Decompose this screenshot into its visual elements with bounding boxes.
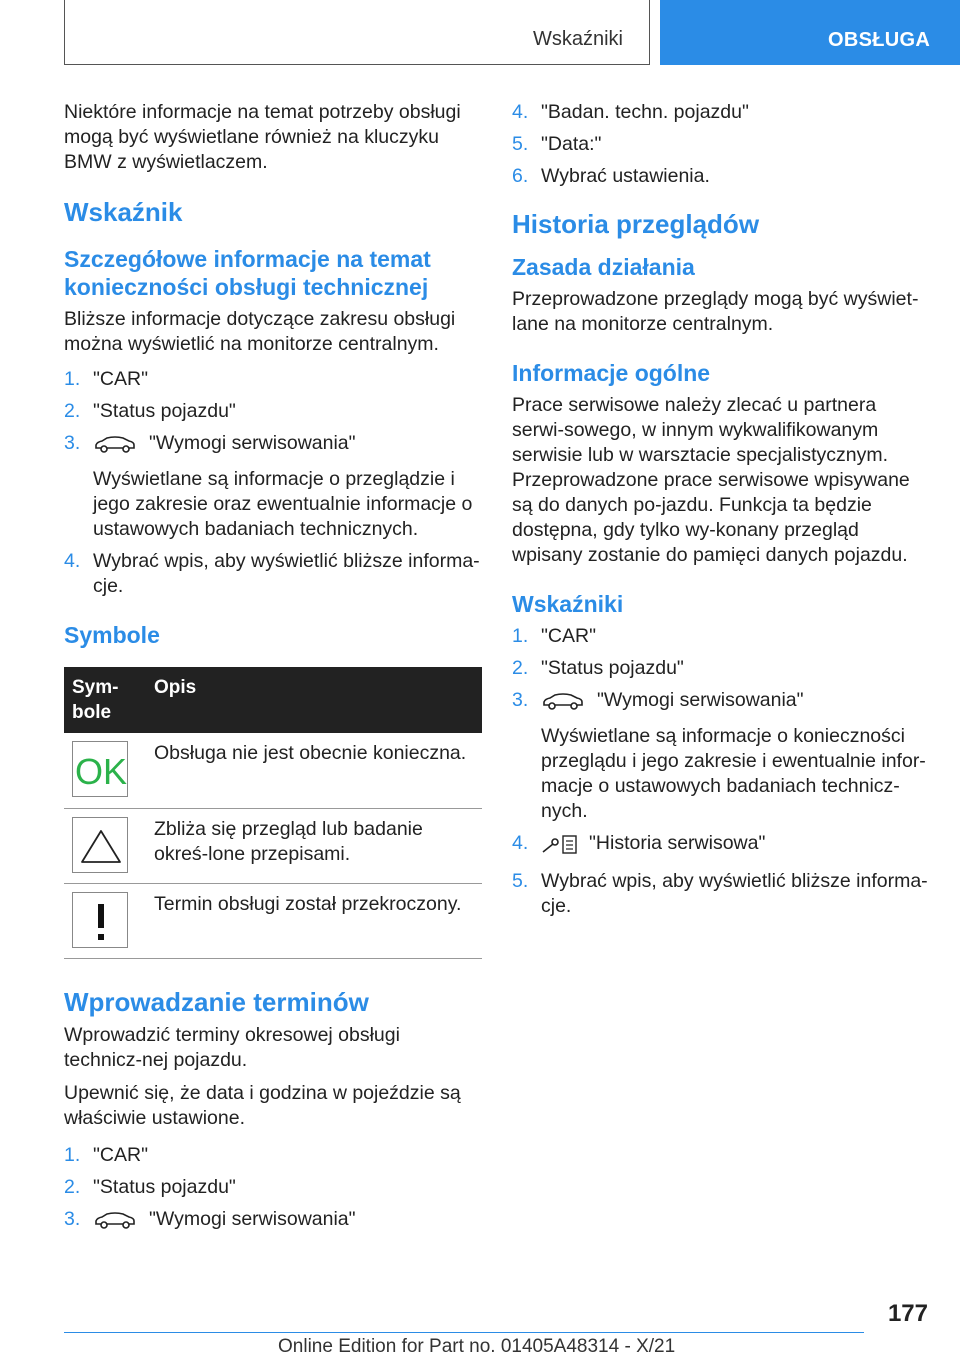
- right-column: [512, 100, 928, 926]
- heading-wprowadzanie: Wprowadzanie terminów: [64, 986, 369, 1017]
- steps-list-3: [512, 624, 928, 919]
- step-subtext: Wyświetlane są informacje o przeglądzie i jego zakresie oraz ewentualnie informacje o ustawowych badaniach technicznych.: [93, 468, 473, 540]
- table-row: [64, 883, 482, 958]
- paragraph-informacje: Prace serwisowe należy zlecać u partnera serwi-sowego, w innym wykwalifikowanym serwisie lub w warsztacie specjalistycznym. Przeprowadzone prace serwisowe wpisywane są do danych po-jazdu. Funkcja ta będzie dostępna, gdy tylko wy-konany przegląd wpisany zostanie do pamięci danych pojazdu.: [512, 394, 910, 566]
- table-cell-description: Termin obsługi został przekroczony.: [146, 883, 482, 958]
- header-chapter-title: OBSŁUGA: [828, 29, 931, 51]
- list-item: [64, 1143, 482, 1168]
- steps-list-1: [64, 367, 482, 599]
- step-text: Wybrać ustawienia.: [541, 165, 710, 187]
- paragraph-upewnic: Upewnić się, że data i godzina w pojeździe są właściwie ustawione.: [64, 1081, 461, 1129]
- step-number: 4 .: [64, 549, 80, 574]
- list-item: [512, 831, 928, 862]
- list-item: [512, 100, 928, 125]
- footer-edition: Online Edition for Part no. 01405A48314 - X/21: [278, 1336, 676, 1357]
- service-history-icon: [541, 833, 579, 862]
- step-text: "Data:": [541, 133, 602, 155]
- table-cell-description: Zbliża się przegląd lub badanie okreś-lone przepisami.: [146, 808, 482, 883]
- step-number: 4 .: [512, 831, 528, 856]
- list-item: [64, 367, 482, 392]
- paragraph-wprowadzic: Wprowadzić terminy okresowej obsługi technicz-nej pojazdu.: [64, 1023, 400, 1071]
- list-item: [64, 1175, 482, 1200]
- step-text: "Historia serwisowa": [589, 832, 766, 854]
- exclamation-icon: [72, 892, 128, 948]
- step-text: "CAR": [541, 625, 597, 647]
- left-column: [64, 100, 482, 1245]
- list-item: [64, 549, 482, 599]
- step-number: 1 .: [64, 1143, 80, 1168]
- heading-symbole: Symbole: [64, 622, 160, 648]
- car-icon: [93, 435, 137, 462]
- paragraph-zasada: Przeprowadzone przeglądy mogą być wyświet-lane na monitorze centralnym.: [512, 288, 919, 335]
- step-number: 2 .: [512, 656, 528, 681]
- heading-szczegolowe: Szczegółowe informacje na temat konieczności obsługi technicznej: [64, 246, 431, 300]
- table-row: [64, 808, 482, 883]
- list-item: [64, 1207, 482, 1238]
- step-text: Wybrać wpis, aby wyświetlić bliższe informa-cje.: [93, 550, 480, 597]
- page-number: 177: [887, 1300, 928, 1327]
- step-text: "Badan. techn. pojazdu": [541, 101, 749, 123]
- step-number: 1 .: [512, 624, 528, 649]
- step-number: 5 .: [512, 132, 528, 157]
- step-text: "Status pojazdu": [93, 1175, 236, 1198]
- list-item: [512, 164, 928, 189]
- car-icon: [93, 1211, 137, 1238]
- steps-list-continued: [512, 100, 928, 189]
- step-number: 2 .: [64, 1175, 80, 1200]
- heading-wskazniki: Wskaźniki: [512, 591, 624, 617]
- list-item: [512, 132, 928, 157]
- step-number: 3 .: [64, 1207, 80, 1232]
- step-text: "Status pojazdu": [93, 400, 236, 422]
- step-text: Wybrać wpis, aby wyświetlić bliższe informa-cje.: [541, 870, 928, 917]
- list-item: [64, 399, 482, 424]
- step-number: 3 .: [512, 688, 528, 713]
- list-item: [512, 688, 928, 824]
- heading-historia: Historia przeglądów: [512, 209, 760, 239]
- warning-triangle-icon: [72, 817, 128, 873]
- step-text: "Wymogi serwisowania": [149, 1207, 356, 1230]
- header-section-title: Wskaźniki: [532, 28, 623, 50]
- step-text: "Status pojazdu": [541, 657, 684, 679]
- ok-icon: [72, 741, 128, 797]
- step-text: "CAR": [93, 368, 149, 390]
- intro-paragraph: Niektóre informacje na temat potrzeby obsługi mogą być wyświetlane również na kluczyku BMW z wyświetlaczem.: [64, 101, 461, 173]
- list-item: [512, 624, 928, 649]
- heading-wskaznik: Wskaźnik: [64, 197, 183, 227]
- symbols-table: [64, 667, 482, 959]
- paragraph-blizsze: Bliższe informacje dotyczące zakresu obsługi można wyświetlić na monitorze centralnym.: [64, 308, 456, 355]
- table-header-symbols: Sym-bole: [64, 667, 146, 733]
- header-chapter-tab: [660, 0, 960, 65]
- step-number: 3 .: [64, 431, 80, 456]
- step-subtext: Wyświetlane są informacje o konieczności przeglądu i jego zakresie i ewentualnie infor-macje o ustawowych badaniach technicz-nych.: [541, 725, 926, 822]
- table-header-description: Opis: [146, 667, 482, 733]
- header-section-box: [64, 0, 650, 65]
- footer-divider: [64, 1332, 864, 1333]
- table-cell-description: Obsługa nie jest obecnie konieczna.: [146, 733, 482, 808]
- heading-zasada: Zasada działania: [512, 254, 695, 280]
- table-row: [64, 733, 482, 808]
- step-text: "CAR": [93, 1143, 149, 1166]
- step-number: 1 .: [64, 367, 80, 392]
- steps-list-2: [64, 1143, 482, 1238]
- step-number: 2 .: [64, 399, 80, 424]
- step-text: "Wymogi serwisowania": [597, 689, 804, 711]
- step-number: 5 .: [512, 869, 528, 894]
- list-item: [64, 431, 482, 542]
- step-number: 4 .: [512, 100, 528, 125]
- car-icon: [541, 692, 585, 719]
- list-item: [512, 656, 928, 681]
- step-number: 6 .: [512, 164, 528, 189]
- list-item: [512, 869, 928, 919]
- step-text: "Wymogi serwisowania": [149, 432, 356, 454]
- svg-text:OK: OK: [74, 751, 128, 792]
- heading-informacje-ogolne: Informacje ogólne: [512, 360, 711, 386]
